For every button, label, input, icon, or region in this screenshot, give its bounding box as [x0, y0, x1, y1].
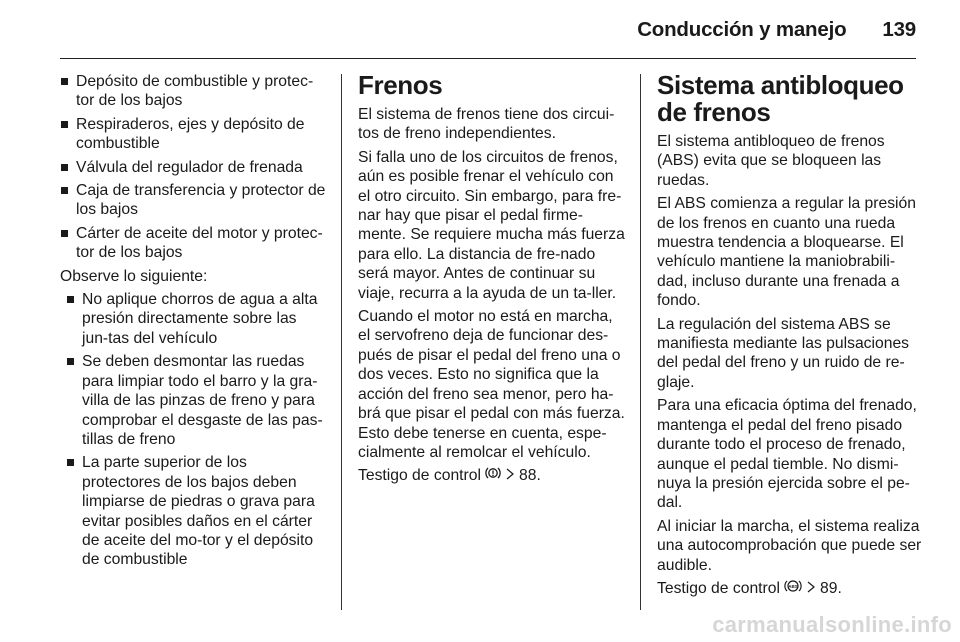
paragraph: Cuando el motor no está en marcha, el servofreno deja de funcionar des-pués de pisar el pedal del freno una o dos veces. Esto no significa que la acción del freno sea menor, pero ha-brá que pisar el pedal con más fuerza. Esto debe tenerse en cuenta, espe-cialmente al remolcar el vehículo.	[358, 308, 625, 461]
paragraph: Si falla uno de los circuitos de frenos, aún es posible frenar el vehículo con el otro circuito. Sin embargo, para fre-nar hay que pisar el pedal firme-mente. Se requiere mucha más fuerza para ello. La distancia de fre-nado será mayor. Antes de continuar su viaje, recurra a la ayuda de un ta-ller.	[358, 148, 625, 302]
abs-warning-icon	[784, 579, 802, 598]
list-item: La parte superior de los protectores de los bajos deben limpiarse de piedras o grava para evitar posibles daños en el cárter de aceite del mo-tor y el depósito de combustible	[66, 453, 327, 569]
warning-light-reference: Testigo de control 88.	[358, 467, 541, 485]
header-rule	[60, 58, 916, 59]
bullet-square-icon	[61, 164, 68, 171]
page-reference-icon	[506, 466, 515, 485]
list-item: Cárter de aceite del motor y protec-tor de los bajos	[60, 224, 327, 263]
page-reference[interactable]: 89.	[820, 579, 842, 597]
bullet-square-icon	[61, 121, 68, 128]
paragraph: El sistema antibloqueo de frenos (ABS) evita que se bloqueen las ruedas.	[657, 133, 885, 189]
column-middle	[358, 72, 626, 490]
bullet-square-icon	[61, 187, 68, 194]
bullet-square-icon	[61, 78, 68, 85]
list-item: Depósito de combustible y protec-tor de los bajos	[60, 72, 327, 111]
section-heading-frenos: Frenos	[358, 70, 443, 100]
inspection-list	[60, 72, 327, 263]
column-divider	[640, 74, 641, 610]
list-item: Válvula del regulador de frenada	[60, 158, 327, 177]
paragraph: La regulación del sistema ABS se manifiesta mediante las pulsaciones del pedal del freno y un ruido de re-glaje.	[657, 315, 910, 391]
bullet-square-icon	[61, 230, 68, 237]
bullet-square-icon	[67, 296, 74, 303]
page-reference-icon	[807, 579, 816, 598]
list-item: No aplique chorros de agua a alta presión directamente sobre las jun-tas del vehículo	[66, 290, 327, 348]
list-item: Caja de transferencia y protector de los bajos	[60, 181, 327, 220]
paragraph: El ABS comienza a regular la presión de los frenos en cuanto una rueda muestra tendencia a bloquearse. El vehículo mantiene la maniobrabili-dad, incluso durante una frenada a fondo.	[657, 195, 916, 310]
watermark: carmanualsonline.info	[712, 612, 952, 637]
list-item: Se deben desmontar las ruedas para limpiar todo el barro y la gra-villa de las pinzas de freno y para comprobar el desgaste de las pas-tillas de freno	[66, 352, 327, 449]
bullet-square-icon	[67, 459, 74, 466]
page-number: 139	[882, 18, 916, 41]
brake-warning-icon	[485, 466, 501, 485]
column-divider	[341, 74, 342, 610]
paragraph: Al iniciar la marcha, el sistema realiza una autocomprobación que puede ser audible.	[657, 517, 922, 574]
observe-list	[60, 290, 327, 570]
section-heading-abs: Sistema antibloqueo de frenos	[657, 70, 904, 127]
column-right	[657, 72, 925, 602]
page-reference[interactable]: 88.	[519, 467, 541, 485]
page-header	[60, 18, 916, 42]
paragraph: El sistema de frenos tiene dos circui-tos de freno independientes.	[358, 106, 615, 143]
svg-text:ABS: ABS	[788, 583, 799, 589]
observe-label: Observe lo siguiente:	[60, 267, 208, 285]
paragraph: Para una eficacia óptima del frenado, mantenga el pedal del freno pisado durante todo el proceso de frenado, aunque el pedal tiemble. No dismi-nuya la presión ejercida sobre el pe-dal.	[657, 397, 917, 512]
list-item: Respiraderos, ejes y depósito de combustible	[60, 115, 327, 154]
column-left	[60, 72, 327, 574]
warning-light-reference: Testigo de control ABS 89.	[657, 579, 842, 597]
header-title: Conducción y manejo	[637, 18, 847, 41]
bullet-square-icon	[67, 358, 74, 365]
